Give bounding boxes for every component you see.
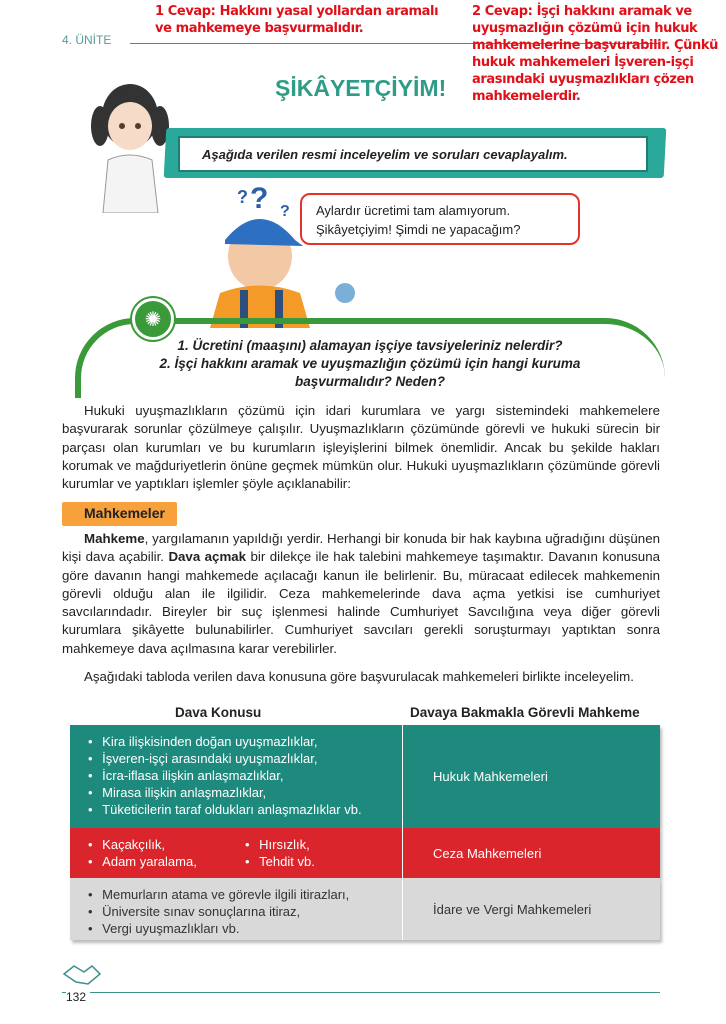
questions	[75, 337, 665, 391]
speech-bubble	[300, 193, 580, 245]
footer-divider	[62, 992, 660, 993]
svg-text:?: ?	[250, 182, 269, 215]
list-item: • Üniversite sınav sonuçlarına itiraz,	[88, 903, 402, 920]
list-item: • Memurların atama ve görevle ilgili itirazları,	[88, 886, 402, 903]
court-name: Ceza Mahkemeleri	[433, 845, 542, 861]
speech-line-1: Aylardır ücretimi tam alamıyorum.	[316, 203, 511, 218]
list-item: • Tüketicilerin taraf oldukları anlaşmazlıklar vb.	[88, 801, 402, 818]
court-name: Hukuk Mahkemeleri	[433, 769, 548, 784]
list-item: • İşveren-işçi arasındaki uyuşmazlıklar,	[88, 750, 402, 767]
page-title: ŞİKÂYETÇİYİM!	[275, 75, 447, 101]
list-item: • Adam yaralama,	[88, 853, 245, 870]
handshake-icon	[62, 962, 102, 986]
page-number: 132	[66, 990, 90, 1004]
table-intro: Aşağıdaki tabloda verilen dava konusuna göre başvurulacak mahkemeleri birlikte inceleyelim.	[84, 669, 634, 684]
list-item: • Kaçakçılık,	[88, 836, 245, 853]
instruction-banner: Aşağıda verilen resmi inceleyelim ve soruları cevaplayalım.	[178, 136, 648, 172]
speech-line-2: Şikâyetçiyim! Şimdi ne yapacağım?	[316, 222, 521, 237]
table-header-subject: Dava Konusu	[175, 705, 262, 720]
body-text-1: , yargılamanın yapıldığı yerdir. Herhangi bir konuda bir hak kaybına uğradığını düşünen kişi dava açabilir.	[62, 531, 660, 565]
term-dava-acmak: Dava açmak	[168, 549, 247, 565]
question-1: 1. Ücretini (maaşını) alamayan işçiye tavsiyeleriniz nelerdir?	[177, 338, 563, 353]
table-row	[70, 725, 660, 828]
brain-icon: ✺	[132, 298, 174, 340]
intro-paragraph: Hukuki uyuşmazlıkların çözümü için idari kurumlara ve yargı sistemindeki mahkemelere başvurarak sorunlar çözülmeye çalışılır. Uyuşmazlıkların çözümünde görevli ve hukuki sürecin bir parçası olan kurumları ve bu kurumların işleyişlerini bilmek önemlidir. Ancak bu şekilde hakları korumak ve mağduriyetlerin önüne geçmek mümkün olur. Hukuki uyuşmazlıkların çözümünde görevli kurumlar ve yaptıkları işlemler şöyle açıklanabilir:	[62, 403, 660, 492]
svg-text:?: ?	[237, 187, 248, 207]
court-name: İdare ve Vergi Mahkemeleri	[433, 901, 592, 917]
term-mahkeme: Mahkeme	[84, 531, 145, 546]
list-item: • Mirasa ilişkin anlaşmazlıklar,	[88, 784, 402, 801]
table-row	[70, 828, 660, 878]
list-item: • Kira ilişkisinden doğan uyuşmazlıklar,	[88, 733, 402, 750]
list-item: • Vergi uyuşmazlıkları vb.	[88, 920, 402, 937]
section-tag-mahkemeler: Mahkemeler	[62, 502, 177, 526]
mahkeme-paragraph	[62, 530, 660, 658]
list-item: • Tehdit vb.	[245, 853, 402, 870]
answer-1-annotation: 1 Cevap: Hakkını yasal yollardan aramalı ve mahkemeye başvurmalıdır.	[155, 4, 439, 36]
answer-2-annotation: 2 Cevap: İşçi hakkını aramak ve uyuşmazlığın çözümü için hukuk mahkemelerine başvurabilir. Çünkü hukuk mahkemeleri İşveren-işçi arasındaki uyuşmazlıkları çözen mahkemelerdir.	[472, 4, 718, 104]
table-header-court: Davaya Bakmakla Görevli Mahkeme	[410, 705, 640, 720]
svg-text:?: ?	[280, 203, 290, 220]
girl-illustration	[88, 78, 173, 213]
unit-label: 4. ÜNİTE	[62, 33, 112, 47]
body-text-2: bir dilekçe ile hak talebini mahkemeye taşımaktır. Davanın konusuna göre davanın hangi mahkemede açılacağı kanun ile belirlenir. Bu, müracaat edilecek mahkemenin görevli olduğu alan ile ilgilidir. Ceza mahkemelerinde dava açma yetkisi ise cumhuriyet savcılarındadır. Bireyler bir suç işlenmesi halinde Cumhuriyet Savcılığına veya diğer görevli kurumlara şikâyette bulunabilirler. Cumhuriyet savcıları gerekli soruşturmayı yaptıktan sonra mahkemeye dava açılmasına karar verebilirler.	[62, 549, 660, 656]
table-row	[70, 878, 660, 940]
list-item: • Hırsızlık,	[245, 836, 402, 853]
list-item: • İcra-iflasa ilişkin anlaşmazlıklar,	[88, 767, 402, 784]
question-2: 2. İşçi hakkını aramak ve uyuşmazlığın çözümü için hangi kuruma başvurmalıdır? Neden?	[159, 356, 581, 389]
